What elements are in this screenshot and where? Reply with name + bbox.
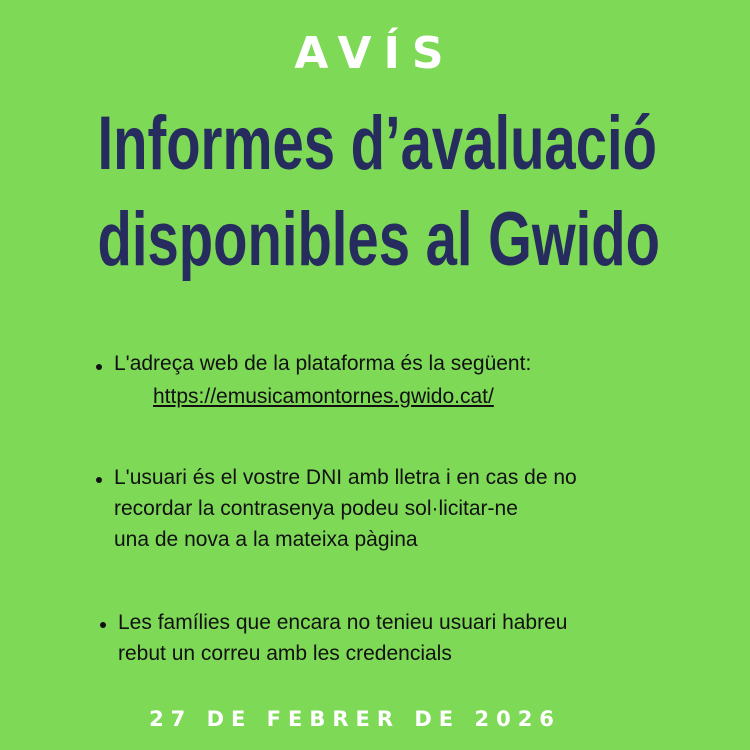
bullet-item-families xyxy=(118,607,567,669)
bullet-dot xyxy=(100,622,106,628)
bullet-dot xyxy=(96,477,102,483)
bullet-item-user-login xyxy=(114,462,577,555)
bullet-text: recordar la contrasenya podeu sol·licitar-ne xyxy=(114,497,518,520)
bullet-text: rebut un correu amb les credencials xyxy=(118,642,452,665)
bullet-item-web-address xyxy=(114,348,531,379)
bullet-text: una de nova a la mateixa pàgina xyxy=(114,528,418,551)
platform-link[interactable]: https://emusicamontornes.gwido.cat/ xyxy=(153,385,494,408)
bullet-text: L'usuari és el vostre DNI amb lletra i en cas de no xyxy=(114,466,577,489)
bullet-text: Les famílies que encara no tenieu usuari habreu xyxy=(118,611,568,634)
bullet-dot xyxy=(96,364,102,370)
bullet-text: L'adreça web de la plataforma és la següent: xyxy=(114,352,532,375)
title-line-2: disponibles al Gwido xyxy=(97,197,660,282)
notice-date: 27 DE FEBRER DE 2026 xyxy=(149,707,561,731)
notice-kicker: AVÍS xyxy=(294,28,456,79)
title-line-1: Informes d’avaluació xyxy=(97,101,657,186)
